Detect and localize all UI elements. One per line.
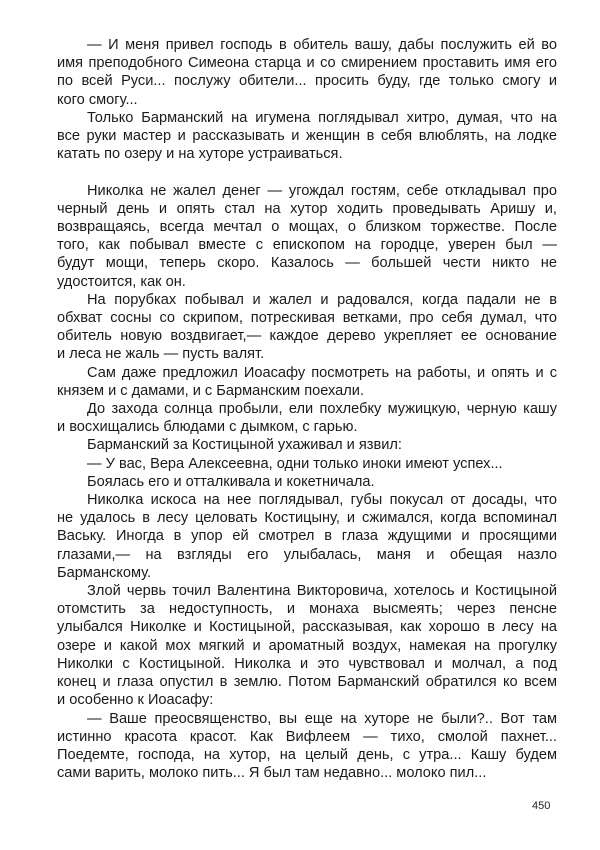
text-line: сами варить, молоко пить... Я был там недавно... молоко пил... (57, 765, 487, 782)
paragraph (57, 182, 557, 291)
text-line: Николки с Костицыной. Николка и это чувствовал и молчал, а под (57, 655, 557, 672)
paragraph (57, 710, 557, 783)
text-line: обитель новую воздвигает,— каждое дерево укрепляет ее основание (57, 328, 557, 345)
text-line: все руки мастер и рассказывать и женщин в себя влюблять, на лодке (57, 128, 557, 145)
text-line: — Ваше преосвященство, вы еще на хуторе не были?.. Вот там (87, 710, 557, 727)
section-gap (57, 163, 557, 181)
text-line: Злой червь точил Валентина Викторовича, хотелось и Костицыной (87, 583, 557, 600)
text-line: по всей Руси... послужу обители... просить буду, где только смогу и (57, 73, 557, 90)
text-line: озере и какой мох мягкий и ароматный воздух, намекая на прогулку (57, 637, 557, 654)
text-line: отомстить за недоступность, и монаха высмеять; через пенсне (57, 601, 557, 618)
paragraph (57, 491, 557, 582)
text-line: Только Барманский на игумена поглядывал хитро, думая, что на (87, 109, 557, 126)
text-line: Барманскому. (57, 564, 152, 581)
text-line: черный день и опять стал на хутор ходить проведывать Аришу и, (57, 200, 557, 217)
paragraph (57, 582, 557, 709)
text-line: Ваську. Иногда в упор ей смотрел в глаза ждущими и просящими (57, 528, 557, 545)
text-line: — И меня привел господь в обитель вашу, дабы послужить ей во (87, 37, 557, 53)
paragraph (57, 364, 557, 400)
text-line: Барманский за Костицыной ухаживал и язвил: (87, 437, 402, 454)
paragraph (57, 436, 557, 454)
paragraph (57, 473, 557, 491)
text-line: До захода солнца пробыли, ели похлебку мужицкую, черную кашу (87, 401, 557, 418)
text-line: катать по озеру и на хуторе устраиваться. (57, 146, 343, 163)
paragraph (57, 109, 557, 164)
text-line: обхват сосны со скрипом, потрескивая ветками, про себя думал, что (57, 310, 557, 327)
paragraph (57, 36, 557, 109)
text-line: и восхищались блюдами с дымком, с гарью. (57, 419, 358, 436)
text-line: истинно красота красот. Как Вифлеем — тихо, смолой пахнет... (57, 728, 557, 745)
text-line: На порубках побывал и жалел и радовался, когда падали не в (87, 291, 557, 308)
text-line: того, как побывал вместе с епископом на городце, уверен был — (57, 237, 557, 254)
text-line: князем и с дамами, и с Барманским поехали. (57, 382, 364, 399)
text-line: Сам даже предложил Иоасафу посмотреть на работы, и опять и с (87, 364, 557, 381)
text-line: конец и глаза опустил в землю. Потом Барманский обратился ко всем (57, 674, 557, 691)
text-line: глазами,— на взгляды его улыбалась, маня и обещая назло (57, 546, 557, 563)
text-line: Поедемте, господа, на хутор, на целый день, с утра... Кашу будем (57, 746, 557, 763)
text-line: не удалось в лесу целовать Костицыну, и сжимался, когда вспоминал (57, 510, 557, 527)
text-line: кого смогу... (57, 91, 138, 108)
text-line: — У вас, Вера Алексеевна, одни только иноки имеют успех... (87, 455, 503, 472)
paragraph (57, 455, 557, 473)
text-line: Боялась его и отталкивала и кокетничала. (87, 473, 375, 490)
text-line: и леса не жаль — пусть валят. (57, 346, 265, 363)
text-line: удостоится, как он. (57, 273, 186, 290)
text-line: Николка не жалел денег — угождал гостям, себе откладывал про (87, 182, 557, 199)
text-line: возвращаясь, всегда мечтал о мощах, о близком торжестве. После (57, 219, 557, 236)
page-number: 450 (532, 800, 551, 812)
paragraph (57, 400, 557, 436)
paragraph (57, 291, 557, 364)
text-line: и особенно к Иоасафу: (57, 692, 214, 709)
text-line: улыбался Николке и Костицыной, рассказывая, как хорошо в лесу на (57, 619, 557, 636)
text-line: будут мощи, теперь скоро. Казалось — большей чести никто не (57, 255, 557, 272)
text-line: имя преподобного Симеона старца и со смирением проставить имя его (57, 55, 557, 72)
body-text (57, 36, 557, 782)
text-line: Николка искоса на нее поглядывал, губы покусал от досады, что (87, 492, 557, 509)
